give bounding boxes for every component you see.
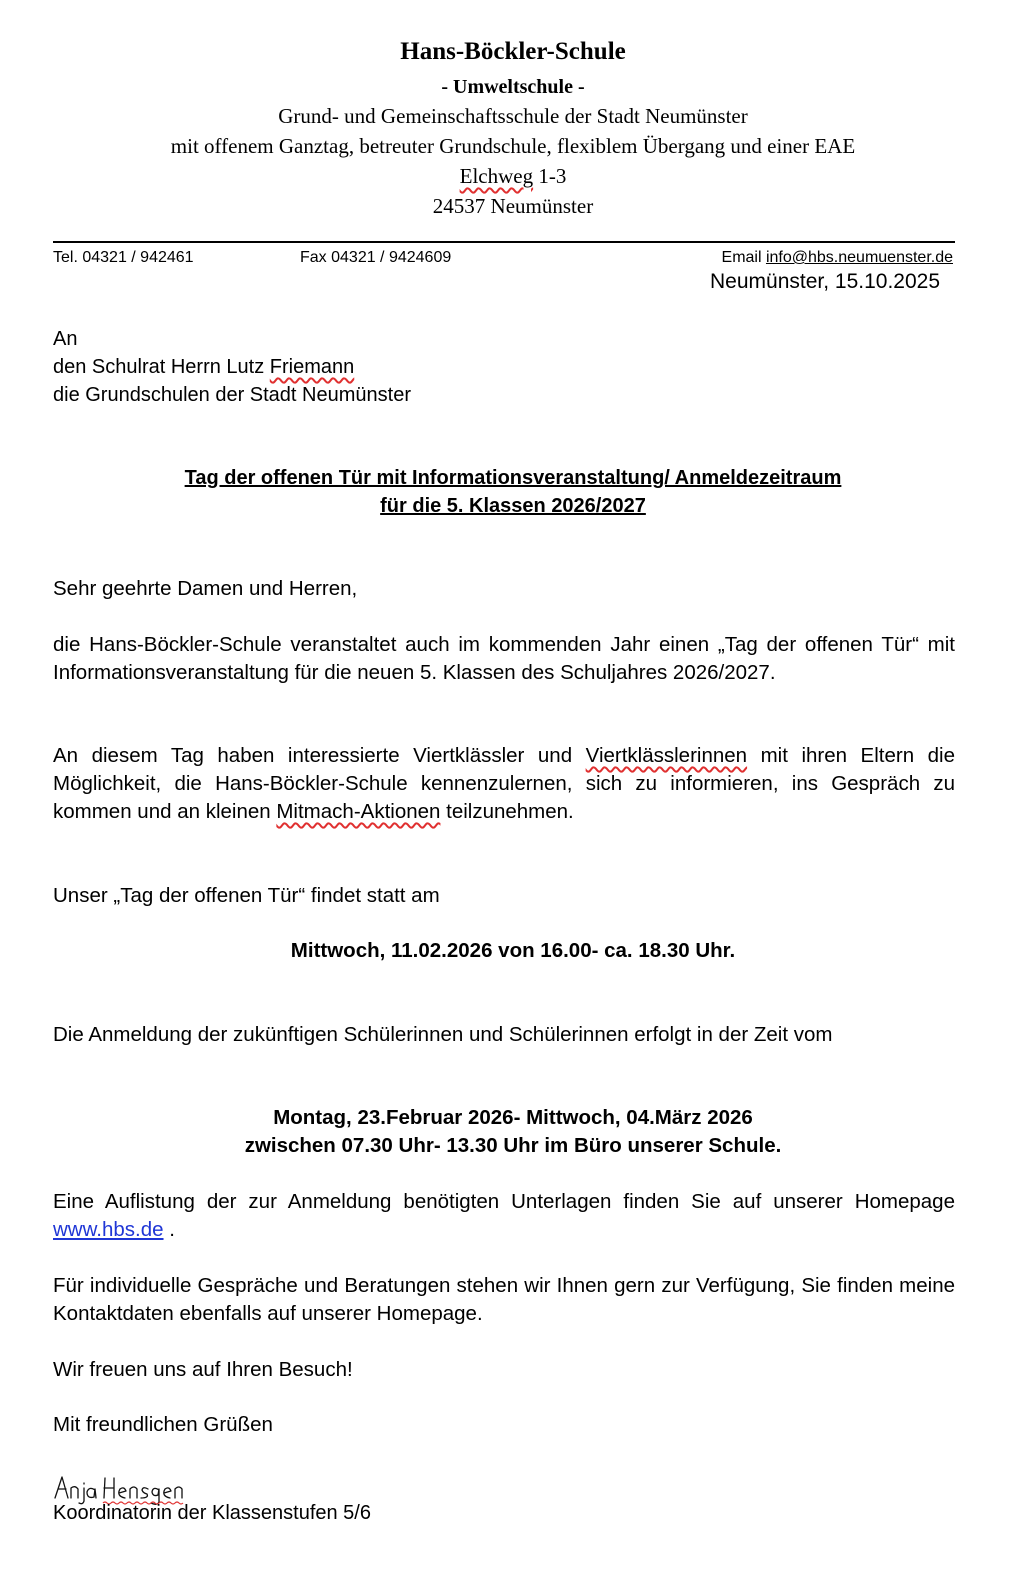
subject-line-1: Tag der offenen Tür mit Informationsveranstaltung/ Anmeldezeitraum <box>184 467 842 489</box>
email-line <box>722 249 953 267</box>
paragraph-documents <box>53 1188 955 1244</box>
recipient-schulrat-name: Friemann <box>269 356 355 378</box>
house-number: 1-3 <box>533 164 567 188</box>
p2-text-e: teilzunehmen. <box>440 800 574 823</box>
recipient-schulrat <box>53 353 411 381</box>
email-label: Email <box>721 249 766 266</box>
documents-text-end: . <box>163 1218 175 1241</box>
p2-mitmach-aktionen: Mitmach-Aktionen <box>276 800 441 823</box>
closing: Mit freundlichen Grüßen <box>53 1413 273 1436</box>
email-link[interactable]: info@hbs.neumuenster.de <box>765 249 953 266</box>
p2-text-c: mit ihren Eltern die Möglichkeit, die Hans-Böckler-Schule kennenzulernen, sich zu informieren, ins Gespräch zu kommen und an kleinen <box>53 744 955 823</box>
recipient-schulrat-prefix: den Schulrat Herrn Lutz <box>53 356 270 378</box>
p2-text-a: An diesem Tag haben interessierte Viertklässler und <box>53 744 586 767</box>
school-type-line: Grund- und Gemeinschaftsschule der Stadt Neumünster <box>278 104 748 128</box>
subject-line-2: für die 5. Klassen 2026/2027 <box>380 495 646 517</box>
fax-number: Fax 04321 / 9424609 <box>300 249 452 266</box>
letter-date: Neumünster, 15.10.2025 <box>710 270 940 293</box>
recipient-schools: die Grundschulen der Stadt Neumünster <box>53 384 411 406</box>
registration-hours: zwischen 07.30 Uhr- 13.30 Uhr im Büro unserer Schule. <box>244 1134 782 1157</box>
homepage-link[interactable]: www.hbs.de <box>53 1218 164 1241</box>
paragraph-welcome: Wir freuen uns auf Ihren Besuch! <box>53 1358 353 1381</box>
phone-number: Tel. 04321 / 942461 <box>53 249 194 266</box>
p2-viertklaesslerinnen: Viertklässlerinnen <box>585 744 748 767</box>
school-subtitle: - Umweltschule - <box>441 76 585 98</box>
school-name: Hans-Böckler-Schule <box>400 38 626 65</box>
paragraph-event-intro: Unser „Tag der offenen Tür“ findet statt am <box>53 884 440 907</box>
recipient-to: An <box>53 328 78 350</box>
school-city: 24537 Neumünster <box>432 194 594 218</box>
salutation: Sehr geehrte Damen und Herren, <box>53 577 358 600</box>
documents-text: Eine Auflistung der zur Anmeldung benötigten Unterlagen finden Sie auf unserer Homepage <box>53 1190 955 1213</box>
school-street <box>0 164 1026 189</box>
event-date: Mittwoch, 11.02.2026 von 16.00- ca. 18.30 Uhr. <box>290 939 736 962</box>
letterhead-divider <box>53 241 955 243</box>
registration-period: Montag, 23.Februar 2026- Mittwoch, 04.März 2026 <box>273 1106 753 1129</box>
paragraph-open-day <box>53 742 955 826</box>
signer-role: Koordinatorin der Klassenstufen 5/6 <box>53 1502 371 1524</box>
recipient-block <box>53 325 411 409</box>
school-offer-line: mit offenem Ganztag, betreuter Grundschule, flexiblem Übergang und einer EAE <box>170 134 856 158</box>
paragraph-consultation: Für individuelle Gespräche und Beratungen stehen wir Ihnen gern zur Verfügung, Sie finden meine Kontaktdaten ebenfalls auf unserer Homepage. <box>53 1274 955 1325</box>
street-name: Elchweg <box>459 164 534 188</box>
paragraph-intro: die Hans-Böckler-Schule veranstaltet auch im kommenden Jahr einen „Tag der offenen Tür“ mit Informationsveranstaltung für die neuen 5. Klassen des Schuljahres 2026/2027. <box>53 633 955 684</box>
handwritten-signature <box>53 1472 213 1506</box>
paragraph-registration-intro: Die Anmeldung der zukünftigen Schülerinnen und Schülerinnen erfolgt in der Zeit vom <box>53 1023 833 1046</box>
